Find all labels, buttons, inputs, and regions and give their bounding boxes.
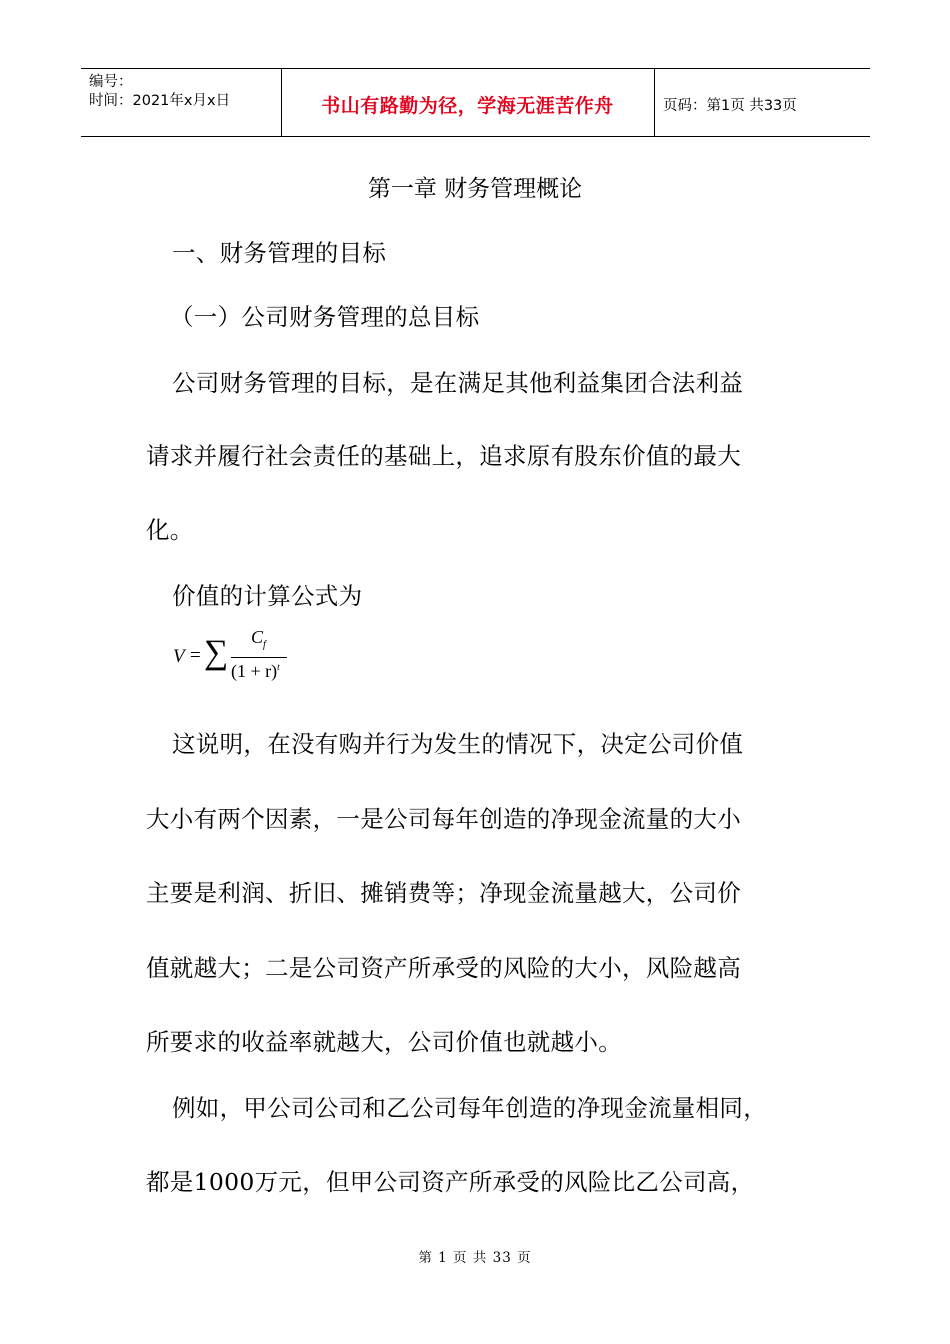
paragraph-line: 值就越大；二是公司资产所承受的风险的大小，风险越高 xyxy=(146,954,741,982)
page-header-table xyxy=(81,68,870,137)
paragraph-line: 例如，甲公司公司和乙公司每年创造的净现金流量相同， xyxy=(172,1094,767,1122)
header-page-info: 页码：第1页 共33页 xyxy=(663,98,797,114)
formula-fraction-bar xyxy=(231,657,287,658)
paragraph-line: 主要是利润、折旧、摊销费等；净现金流量越大，公司价 xyxy=(146,879,741,907)
header-meta xyxy=(89,73,230,111)
paragraph-line: 都是1000万元，但甲公司资产所承受的风险比乙公司高， xyxy=(146,1168,755,1196)
formula-v: V xyxy=(173,646,185,667)
formula-numerator: $C_f$ xyxy=(251,627,266,651)
chapter-title: 第一章 财务管理概论 xyxy=(367,176,583,202)
section-heading: 一、财务管理的目标 xyxy=(172,239,387,267)
paragraph-line: 大小有两个因素，一是公司每年创造的净现金流量的大小 xyxy=(146,805,741,833)
paragraph-line: 这说明，在没有购并行为发生的情况下，决定公司价值 xyxy=(172,730,744,758)
formula-intro: 价值的计算公式为 xyxy=(172,582,363,610)
formula-sigma: ∑ xyxy=(204,634,229,671)
page-footer: 第 1 页 共 33 页 xyxy=(418,1250,532,1266)
paragraph-line: 所要求的收益率就越大，公司价值也就越小。 xyxy=(146,1028,622,1056)
document-number-label: 编号： xyxy=(89,74,133,90)
header-divider xyxy=(654,69,655,136)
paragraph-line: 公司财务管理的目标，是在满足其他利益集团合法利益 xyxy=(172,369,744,397)
formula-equals: = xyxy=(190,645,201,666)
paragraph-line: 请求并履行社会责任的基础上，追求原有股东价值的最大 xyxy=(146,442,741,470)
value-formula xyxy=(173,626,313,688)
header-motto: 书山有路勤为径，学海无涯苦作舟 xyxy=(321,95,614,117)
document-time-label: 时间：2021年x月x日 xyxy=(89,93,231,109)
paragraph-line: 化。 xyxy=(146,516,194,544)
formula-denominator: $(1 + r)^t$ xyxy=(231,661,280,681)
subsection-heading: （一）公司财务管理的总目标 xyxy=(170,303,480,331)
